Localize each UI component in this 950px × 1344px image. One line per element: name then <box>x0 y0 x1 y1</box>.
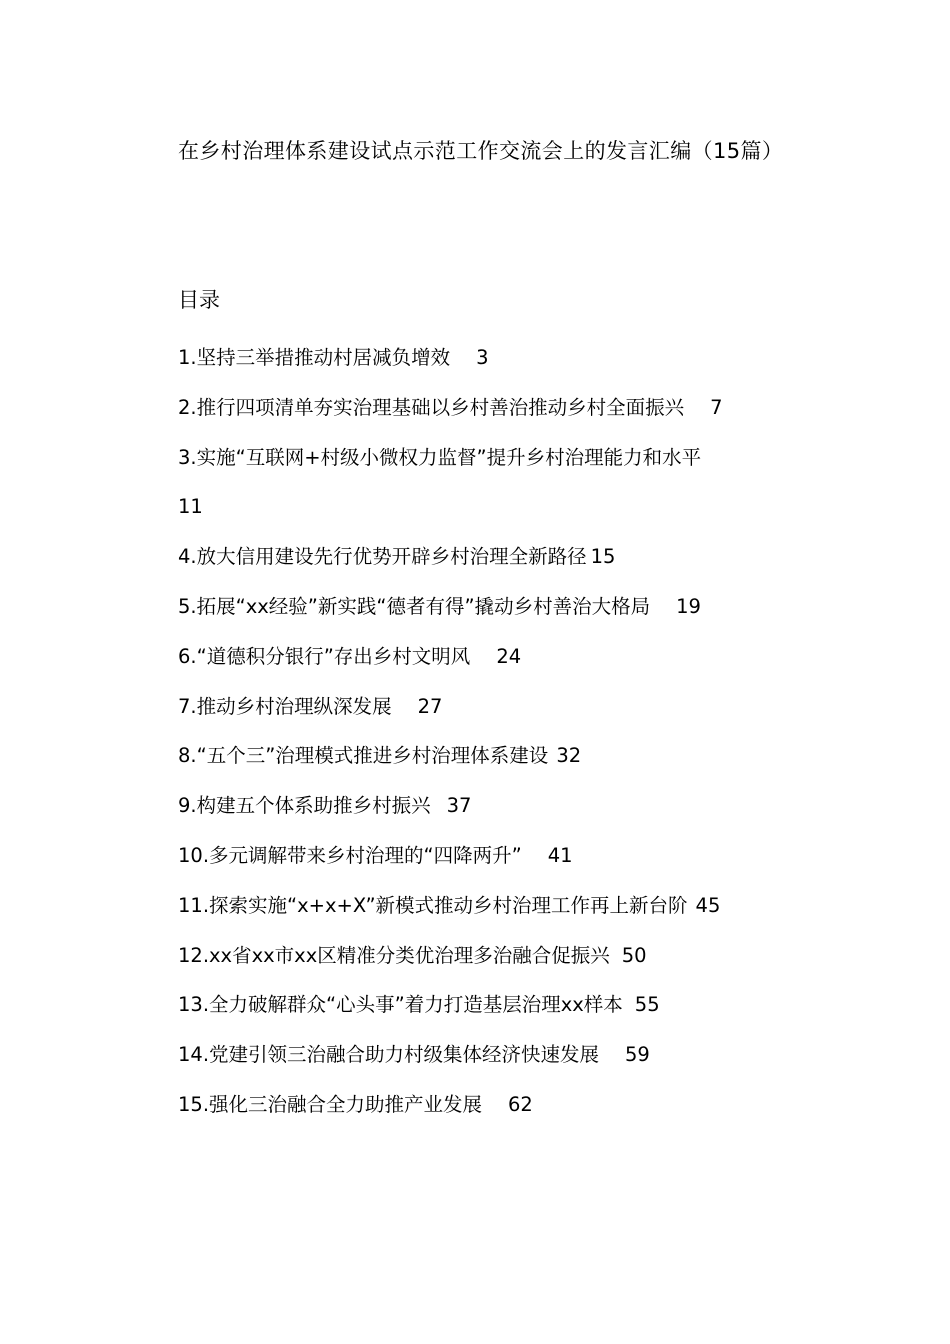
toc-entry-page: 50 <box>621 943 647 967</box>
toc-entry-2[interactable] <box>178 383 818 433</box>
toc-entry-title: 11.探索实施“x+x+X”新模式推动乡村治理工作再上新台阶 <box>178 893 688 917</box>
toc-entry-title: 8.“五个三”治理模式推进乡村治理体系建设 <box>178 744 549 768</box>
toc-entry-page: 24 <box>496 644 522 668</box>
toc-entry-14[interactable] <box>178 1030 818 1080</box>
table-of-contents <box>178 333 818 1130</box>
toc-entry-1[interactable] <box>178 333 818 383</box>
toc-entry-page: 59 <box>625 1043 650 1067</box>
toc-entry-page: 37 <box>446 794 472 818</box>
toc-entry-title: 2.推行四项清单夯实治理基础以乡村善治推动乡村全面振兴 <box>178 395 685 419</box>
toc-entry-page: 7 <box>710 395 723 419</box>
toc-entry-5[interactable] <box>178 582 818 632</box>
toc-heading: 目录 <box>178 288 220 312</box>
toc-entry-title: 5.拓展“xx经验”新实践“德者有得”撬动乡村善治大格局 <box>178 594 651 618</box>
toc-entry-9[interactable] <box>178 781 818 831</box>
toc-entry-title: 7.推动乡村治理纵深发展 <box>178 694 392 718</box>
toc-entry-15[interactable] <box>178 1080 818 1130</box>
toc-entry-page: 41 <box>547 843 573 867</box>
toc-entry-3[interactable] <box>178 433 808 533</box>
toc-entry-13[interactable] <box>178 980 818 1030</box>
toc-entry-page: 32 <box>556 744 582 768</box>
toc-entry-7[interactable] <box>178 682 818 732</box>
toc-entry-title: 1.坚持三举措推动村居减负增效 <box>178 346 451 369</box>
toc-entry-page: 15 <box>590 545 616 569</box>
toc-entry-title: 4.放大信用建设先行优势开辟乡村治理全新路径 <box>178 545 587 569</box>
toc-entry-11[interactable] <box>178 881 818 931</box>
toc-entry-title: 9.构建五个体系助推乡村振兴 <box>178 794 431 818</box>
toc-entry-title: 3.实施“互联网+村级小微权力监督”提升乡村治理能力和水平 <box>178 445 702 469</box>
toc-entry-title: 15.强化三治融合全力助推产业发展 <box>178 1092 483 1116</box>
toc-entry-title: 14.党建引领三治融合助力村级集体经济快速发展 <box>178 1043 600 1067</box>
toc-entry-4[interactable] <box>178 532 818 582</box>
toc-entry-title: 10.多元调解带来乡村治理的“四降两升” <box>178 843 522 867</box>
document-title: 在乡村治理体系建设试点示范工作交流会上的发言汇编（15篇） <box>178 139 784 163</box>
toc-entry-page: 45 <box>695 893 721 917</box>
toc-entry-10[interactable] <box>178 831 818 881</box>
toc-entry-title: 6.“道德积分银行”存出乡村文明风 <box>178 644 471 668</box>
toc-entry-12[interactable] <box>178 931 818 981</box>
toc-entry-title: 13.全力破解群众“心头事”着力打造基层治理xx样本 <box>178 993 623 1017</box>
toc-entry-title: 12.xx省xx市xx区精准分类优治理多治融合促振兴 <box>178 943 610 967</box>
toc-entry-page: 3 <box>476 346 489 369</box>
toc-entry-page: 55 <box>634 993 660 1017</box>
toc-entry-page: 11 <box>178 495 203 519</box>
toc-entry-6[interactable] <box>178 632 818 682</box>
toc-entry-page: 62 <box>508 1092 533 1116</box>
toc-entry-page: 27 <box>417 694 443 718</box>
toc-entry-page: 19 <box>676 594 701 618</box>
toc-entry-8[interactable] <box>178 731 818 781</box>
